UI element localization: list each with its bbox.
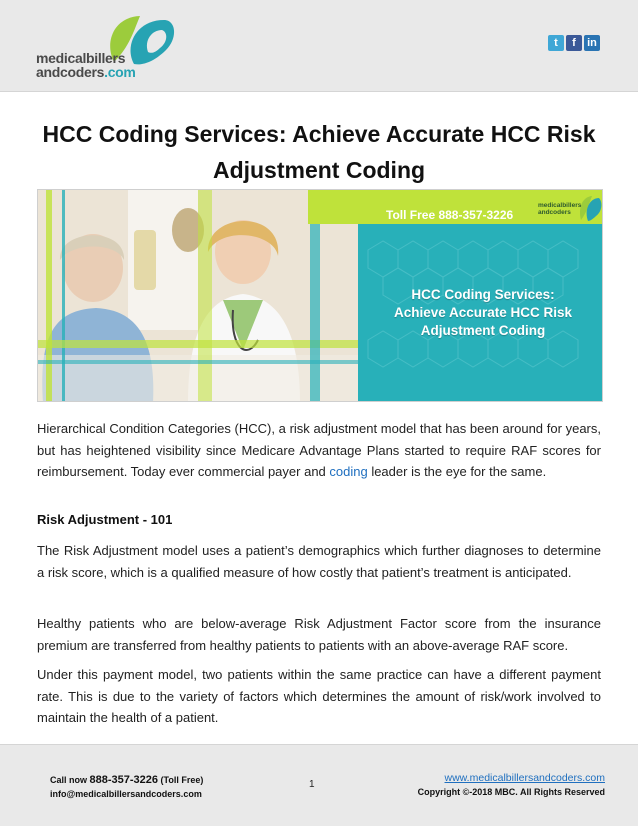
footer-phone[interactable]: 888-357-3226 (89, 774, 159, 786)
linkedin-icon[interactable]: in (584, 35, 600, 51)
risk-model-paragraph: The Risk Adjustment model uses a patient’s demographics which further diagnoses to determine a risk score, which is a qualified measure of how costly that patient’s treatment is anticipated. (37, 543, 601, 580)
logo-text-line2: andcoders.com (36, 64, 136, 80)
payment-model-paragraph: Under this payment model, two patients within the same practice can have a different payment rate. This is due to the variety of factors which determines the amount of risk/work involved to maintain the health of a patient. (37, 667, 601, 725)
facebook-icon[interactable]: f (566, 35, 582, 51)
twitter-icon[interactable]: t (548, 35, 564, 51)
footer-right (418, 771, 605, 799)
logo-text-line1: medicalbillers (36, 50, 126, 66)
mini-logo-text: medicalbillers andcoders (538, 202, 582, 216)
page-header (0, 0, 638, 92)
footer-copyright: Copyright ©-2018 MBC. All Rights Reserved (417, 787, 605, 797)
page-footer (0, 744, 638, 826)
banner-heading: HCC Coding Services: Achieve Accurate HCC Risk Adjustment Coding (393, 287, 573, 338)
footer-website-link[interactable]: www.medicalbillersandcoders.com (444, 772, 605, 784)
page-number: 1 (309, 779, 315, 790)
coding-link[interactable]: coding (329, 464, 368, 479)
healthy-patients-paragraph: Healthy patients who are below-average Risk Adjustment Factor score from the insurance premium are transferred from healthy patients to patients with an above-average RAF score. (37, 616, 601, 653)
social-links (548, 35, 600, 51)
footer-contact: Call now 888-357-3226 (Toll Free) info@medicalbillersandcoders.com (50, 774, 204, 799)
footer-email[interactable]: info@medicalbillersandcoders.com (50, 789, 202, 799)
company-logo[interactable] (36, 12, 186, 80)
hero-banner (37, 189, 603, 402)
intro-paragraph: Hierarchical Condition Categories (HCC), a risk adjustment model that has been around for years, but has heightened visibility since Medicare Advantage Plans started to require RAF scores for reimbursement. Today ever commercial payer and coding leader is the eye for the same. (37, 421, 601, 479)
toll-free-text: Toll Free 888-357-3226 (386, 208, 514, 222)
mini-logo-icon (578, 194, 602, 222)
page-title: HCC Coding Services: Achieve Accurate HCC Risk Adjustment Coding (42, 121, 596, 183)
section-heading: Risk Adjustment - 101 (37, 512, 173, 527)
